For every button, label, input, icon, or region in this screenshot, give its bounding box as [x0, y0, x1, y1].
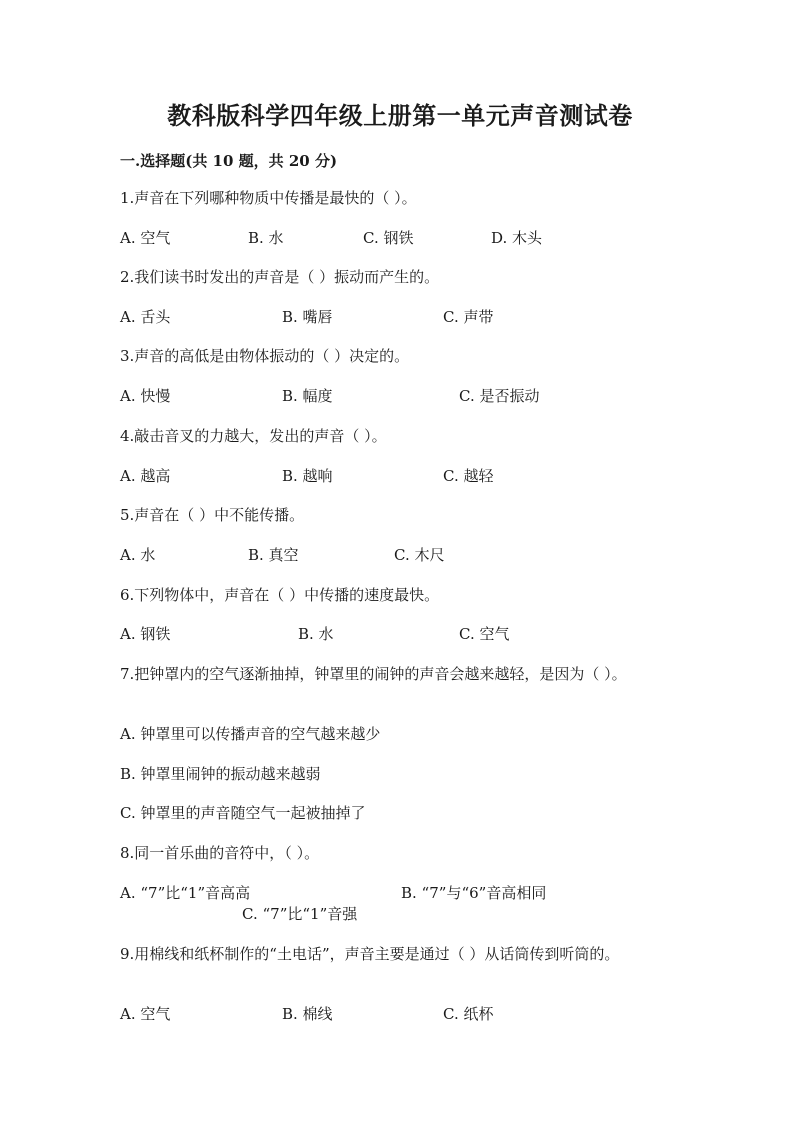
question-1: 1.声音在下列哪种物质中传播是最快的（ ）。 — [120, 189, 417, 207]
q8-option-b: B. “7”与“6”音高相同 — [401, 884, 547, 902]
page-title: 教科版科学四年级上册第一单元声音测试卷 — [167, 101, 633, 130]
question-5: 5.声音在（ ）中不能传播。 — [120, 506, 305, 524]
q4-option-a: A. 越高 — [120, 467, 171, 485]
q7-option-c: C. 钟罩里的声音随空气一起被抽掉了 — [120, 804, 366, 822]
q1-option-b: B. 水 — [248, 229, 284, 247]
q9-option-a: A. 空气 — [120, 1005, 171, 1023]
q4-option-b: B. 越响 — [282, 467, 333, 485]
q2-option-a: A. 舌头 — [120, 308, 171, 326]
q1-option-d: D. 木头 — [491, 229, 543, 247]
q7-option-a: A. 钟罩里可以传播声音的空气越来越少 — [120, 725, 381, 743]
q3-option-a: A. 快慢 — [120, 387, 171, 405]
question-6: 6.下列物体中，声音在（ ）中传播的速度最快。 — [120, 586, 440, 604]
section-heading: 一.选择题(共 10 题，共 20 分) — [120, 152, 338, 170]
q1-option-c: C. 钢铁 — [363, 229, 414, 247]
q6-option-c: C. 空气 — [459, 625, 510, 643]
question-9: 9.用棉线和纸杯制作的“土电话”，声音主要是通过（ ）从话筒传到听筒的。 — [120, 945, 620, 963]
q2-option-c: C. 声带 — [443, 308, 494, 326]
q5-option-a: A. 水 — [120, 546, 156, 564]
q6-option-a: A. 钢铁 — [120, 625, 171, 643]
question-8: 8.同一首乐曲的音符中，（ ）。 — [120, 844, 320, 862]
q3-option-c: C. 是否振动 — [459, 387, 540, 405]
q5-option-c: C. 木尺 — [394, 546, 445, 564]
question-3: 3.声音的高低是由物体振动的（ ）决定的。 — [120, 347, 410, 365]
question-2: 2.我们读书时发出的声音是（ ）振动而产生的。 — [120, 268, 440, 286]
q8-option-c: C. “7”比“1”音强 — [242, 905, 358, 923]
q7-option-b: B. 钟罩里闹钟的振动越来越弱 — [120, 765, 321, 783]
question-7: 7.把钟罩内的空气逐渐抽掉，钟罩里的闹钟的声音会越来越轻，是因为（ ）。 — [120, 665, 627, 683]
question-4: 4.敲击音叉的力越大，发出的声音（ ）。 — [120, 427, 387, 445]
q4-option-c: C. 越轻 — [443, 467, 494, 485]
q9-option-c: C. 纸杯 — [443, 1005, 494, 1023]
q5-option-b: B. 真空 — [248, 546, 299, 564]
q8-option-a: A. “7”比“1”音高高 — [120, 884, 251, 902]
q9-option-b: B. 棉线 — [282, 1005, 333, 1023]
q6-option-b: B. 水 — [298, 625, 334, 643]
q1-option-a: A. 空气 — [120, 229, 171, 247]
q3-option-b: B. 幅度 — [282, 387, 333, 405]
q2-option-b: B. 嘴唇 — [282, 308, 333, 326]
